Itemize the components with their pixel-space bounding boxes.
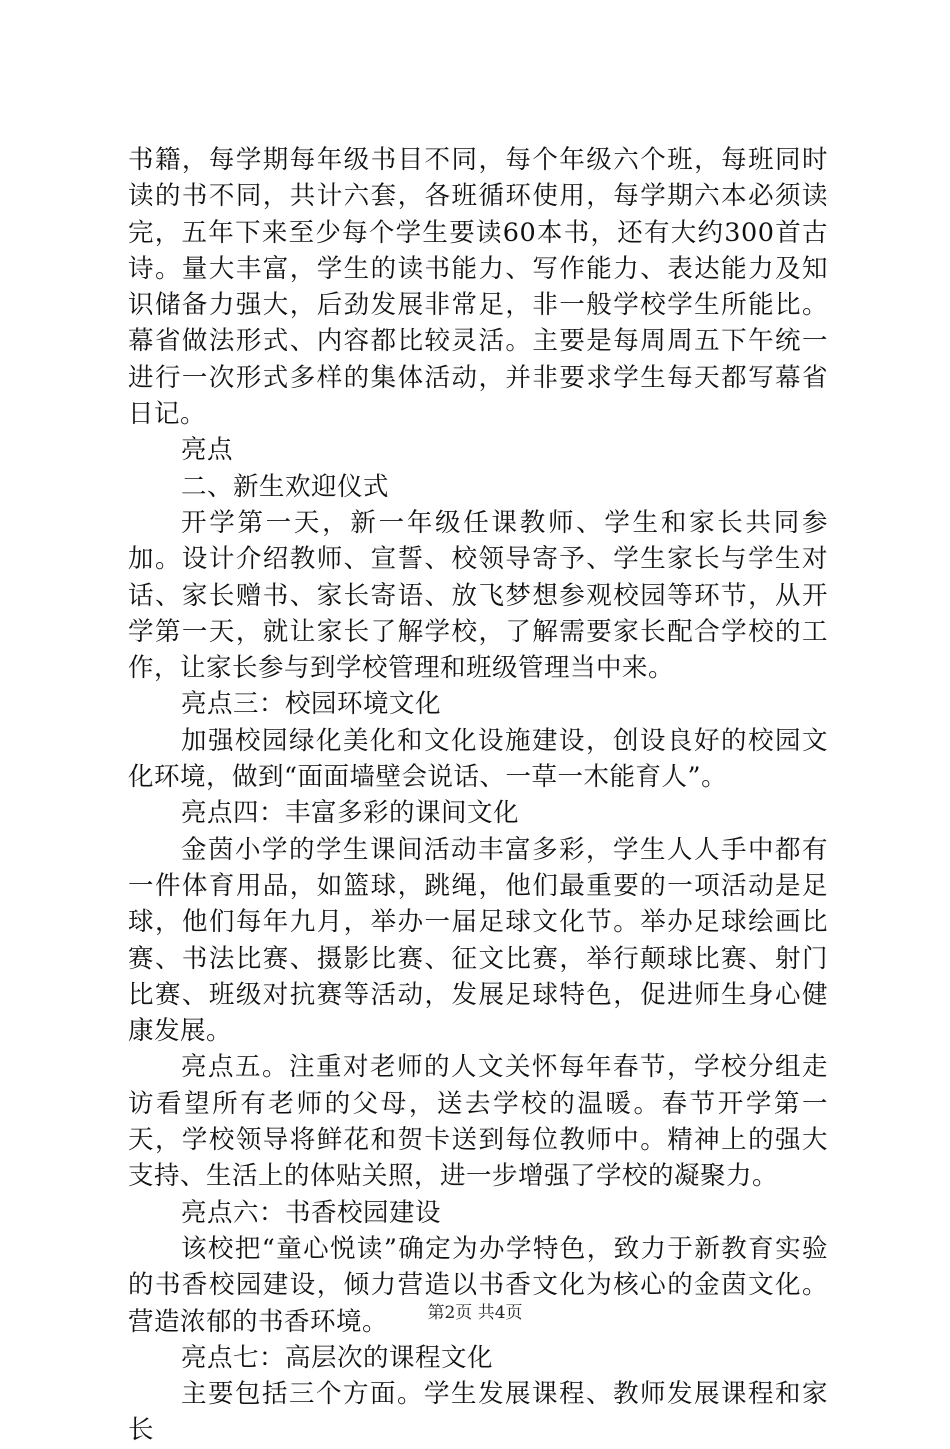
paragraph: 加强校园绿化美化和文化设施建设，创设良好的校园文化环境，做到“面面墙壁会说话、一草一木能育人”。 [128, 725, 828, 793]
section-heading: 亮点四：丰富多彩的课间文化 [181, 798, 520, 829]
section-heading: 亮点六：书香校园建设 [181, 1197, 442, 1228]
section-heading: 二、新生欢迎仪式 [181, 471, 390, 502]
paragraph: 金茵小学的学生课间活动丰富多彩，学生人人手中都有一件体育用品，如篮球，跳绳，他们最重要的一项活动是足球，他们每年九月，举办一届足球文化节。举办足球绘画比赛、书法比赛、摄影比赛、征文比赛，举行颠球比赛、射门比赛、班级对抗赛等活动，发展足球特色，促进师生身心健康发展。 [128, 834, 828, 1047]
page-footer: 第2页 共4页 [427, 1303, 523, 1323]
paragraph: 开学第一天，新一年级任课教师、学生和家长共同参加。设计介绍教师、宣誓、校领导寄予、学生家长与学生对话、家长赠书、家长寄语、放飞梦想参观校园等环节，从开学第一天，就让家长了解学校，了解需要家长配合学校的工作，让家长参与到学校管理和班级管理当中来。 [128, 507, 828, 684]
document-body [128, 142, 828, 1449]
paragraph: 主要包括三个方面。学生发展课程、教师发展课程和家长 [128, 1379, 828, 1446]
paragraph-continued: 书籍，每学期每年级书目不同，每个年级六个班，每班同时读的书不同，共计六套，各班循环使用，每学期六本必须读完，五年下来至少每个学生要读60本书，还有大约300首古诗。量大丰富，学生的读书能力、写作能力、表达能力及知识储备力强大，后劲发展非常足，非一般学校学生所能比。幕省做法形式、内容都比较灵活。主要是每周周五下午统一进行一次形式多样的集体活动，并非要求学生每天都写幕省日记。 [128, 145, 828, 430]
section-heading: 亮点七：高层次的课程文化 [181, 1342, 494, 1373]
section-heading: 亮点三：校园环境文化 [181, 689, 442, 720]
section-heading: 亮点 [181, 435, 234, 466]
paragraph: 亮点五。注重对老师的人文关怀每年春节，学校分组走访看望所有老师的父母，送去学校的温暖。春节开学第一天，学校领导将鲜花和贺卡送到每位教师中。精神上的强大支持、生活上的体贴关照，进一步增强了学校的凝聚力。 [128, 1052, 828, 1192]
paragraph: 该校把“童心悦读”确定为办学特色，致力于新教育实验的书香校园建设，倾力营造以书香文化为核心的金茵文化。营造浓郁的书香环境。 [128, 1233, 828, 1337]
